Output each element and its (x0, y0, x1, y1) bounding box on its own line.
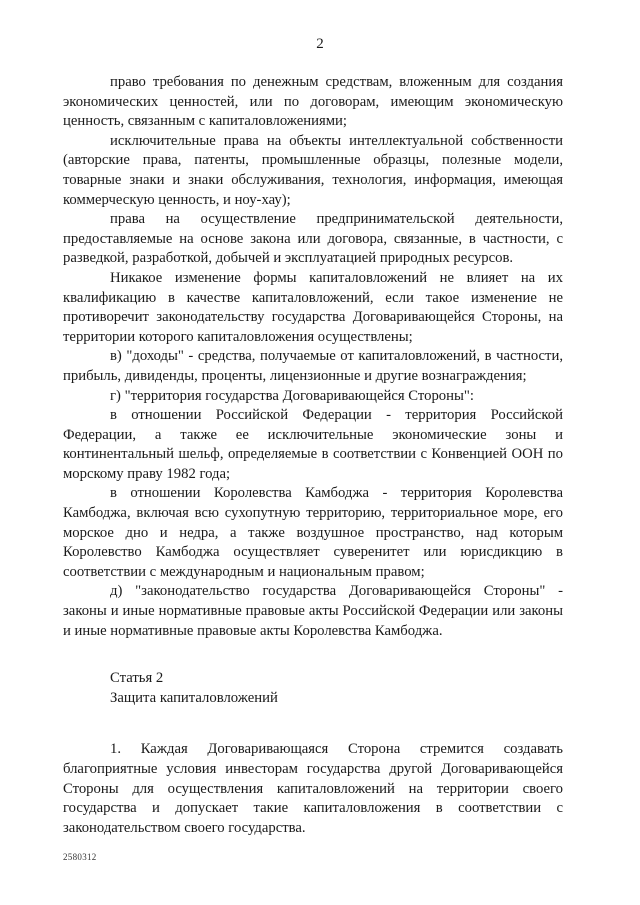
paragraph: 1. Каждая Договаривающаяся Сторона стремится создавать благоприятные условия инвесторам государства другой Договаривающейся Стороны для осуществления капиталовложений на территории своего государства и допускает такие капиталовложения в соответствии с законодательством своего государства. (63, 741, 563, 836)
paragraph: Никакое изменение формы капиталовложений не влияет на их квалификацию в качестве капиталовложений, если такое изменение не противоречит законодательству государства Договаривающейся Стороны, на территории которого капиталовложения осуществлены; (63, 269, 563, 345)
paragraph: в) "доходы" - средства, получаемые от капиталовложений, в частности, прибыль, дивиденды, проценты, лицензионные и другие вознаграждения; (63, 348, 563, 384)
document-body (63, 73, 563, 838)
article-number: Статья 2 (110, 670, 164, 687)
paragraph: в отношении Королевства Камбоджа - территория Королевства Камбоджа, включая всю сухопутную территорию, территориальное море, его морское дно и недра, а также воздушное пространство, над которым Королевство Камбоджа осуществляет суверенитет или юрисдикцию в соответствии с международным и национальным правом; (63, 485, 563, 580)
article-heading (63, 669, 563, 708)
paragraph: исключительные права на объекты интеллектуальной собственности (авторские права, патенты, промышленные образцы, полезные модели, товарные знаки и знаки обслуживания, технология, информация, имеющая коммерческую ценность, и ноу-хау); (63, 132, 563, 208)
paragraph: д) "законодательство государства Договаривающейся Стороны" - законы и иные нормативные правовые акты Российской Федерации или законы и иные нормативные правовые акты Королевства Камбоджа. (63, 583, 563, 639)
page-number: 2 (316, 36, 324, 52)
document-id: 2580312 (63, 852, 97, 862)
article-title: Защита капиталовложений (110, 689, 278, 706)
paragraph: право требования по денежным средствам, вложенным для создания экономических ценностей, или по договорам, имеющим экономическую ценность, связанным с капиталовложениями; (63, 74, 563, 130)
paragraph: права на осуществление предпринимательской деятельности, предоставляемые на основе закона или договора, связанные, в частности, с разведкой, разработкой, добычей и эксплуатацией природных ресурсов. (63, 211, 563, 267)
paragraph: в отношении Российской Федерации - территория Российской Федерации, а также ее исключительные экономические зоны и континентальный шельф, определяемые в соответствии с Конвенцией ООН по морскому праву 1982 года; (63, 407, 563, 482)
paragraph: г) "территория государства Договаривающейся Стороны": (110, 387, 474, 404)
